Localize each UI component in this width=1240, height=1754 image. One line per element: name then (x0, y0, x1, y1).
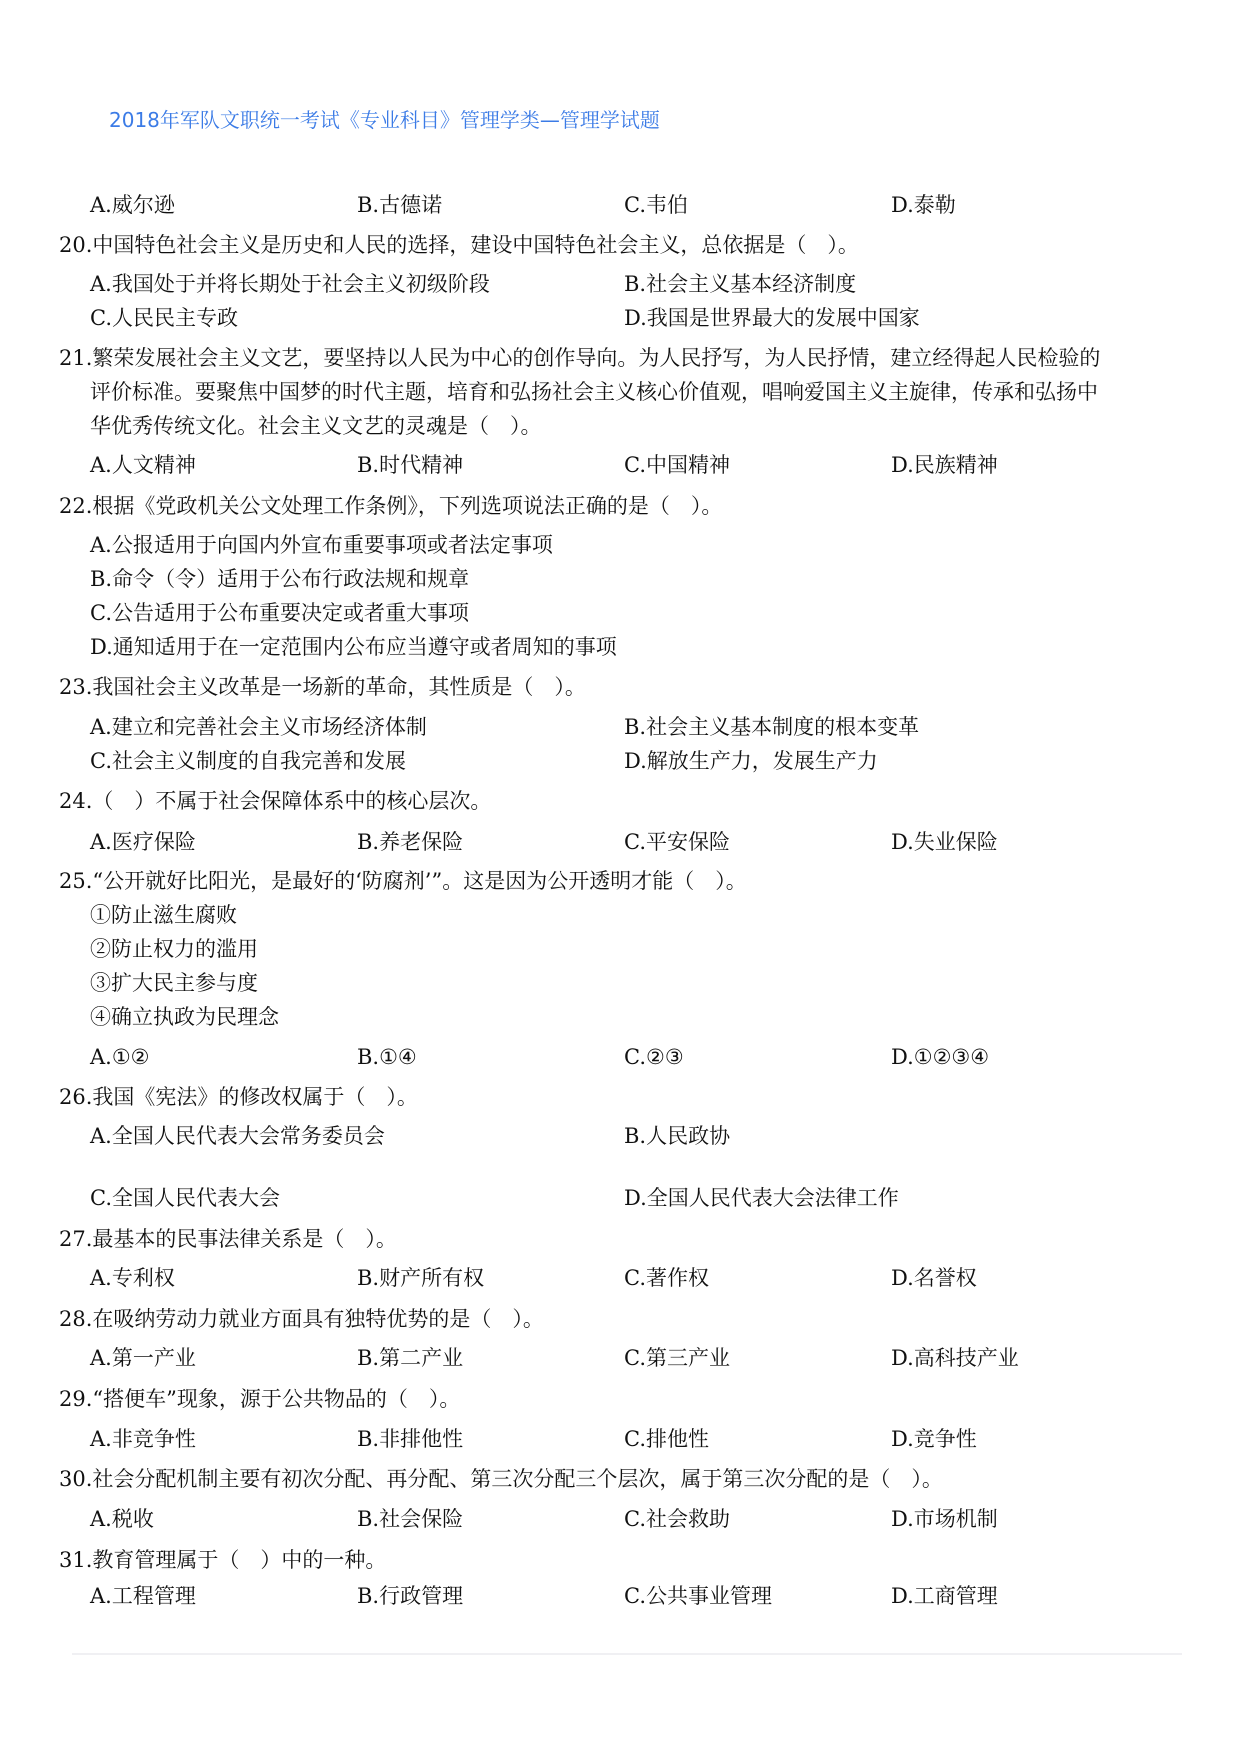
option-a: A.人文精神 (90, 453, 196, 477)
option-a: A.第一产业 (90, 1346, 196, 1370)
statement-1: ①防止滋生腐败 (90, 903, 237, 927)
question-stem: 29.“搭便车”现象，源于公共物品的（ ）。 (59, 1387, 461, 1411)
option-a: A.医疗保险 (90, 830, 196, 854)
option-d: D.市场机制 (891, 1507, 998, 1531)
option-d: D.名誉权 (891, 1266, 977, 1290)
option-c: C.中国精神 (624, 453, 730, 477)
option-a: A.我国处于并将长期处于社会主义初级阶段 (90, 272, 490, 296)
option-d: D.全国人民代表大会法律工作 (624, 1186, 899, 1210)
question-stem: 23.我国社会主义改革是一场新的革命，其性质是（ ）。 (59, 675, 586, 699)
option-a: A.建立和完善社会主义市场经济体制 (90, 715, 427, 739)
question-stem: 24.（ ）不属于社会保障体系中的核心层次。 (59, 789, 492, 813)
option-a: A.非竞争性 (90, 1427, 196, 1451)
option-c: C.人民民主专政 (90, 306, 238, 330)
option-b: B.第二产业 (357, 1346, 464, 1370)
option-a: A.工程管理 (90, 1584, 196, 1608)
option-b: B.养老保险 (357, 830, 464, 854)
document-title: 2018年军队文职统一考试《专业科目》管理学类—管理学试题 (109, 108, 660, 132)
statement-4: ④确立执政为民理念 (90, 1005, 279, 1029)
question-stem-cont: 评价标准。要聚焦中国梦的时代主题，培育和弘扬社会主义核心价值观，唱响爱国主义主旋律，传承和弘扬中 (90, 380, 1098, 404)
option-a: A.专利权 (90, 1266, 175, 1290)
option-d: D.失业保险 (891, 830, 998, 854)
option-c: C.社会救助 (624, 1507, 730, 1531)
option-b: B.社会主义基本经济制度 (624, 272, 857, 296)
option-d: D.高科技产业 (891, 1346, 1019, 1370)
option-c: C.韦伯 (624, 193, 688, 217)
option-c: C.公告适用于公布重要决定或者重大事项 (90, 601, 469, 625)
question-stem-cont: 华优秀传统文化。社会主义文艺的灵魂是（ ）。 (90, 414, 542, 438)
option-c: C.社会主义制度的自我完善和发展 (90, 749, 406, 773)
option-c: C.公共事业管理 (624, 1584, 772, 1608)
option-c: C.著作权 (624, 1266, 709, 1290)
question-stem: 31.教育管理属于（ ）中的一种。 (59, 1548, 387, 1572)
question-stem: 25.“公开就好比阳光，是最好的‘防腐剂’”。这是因为公开透明才能（ ）。 (59, 869, 747, 893)
option-c: C.②③ (624, 1045, 684, 1069)
option-b: B.社会主义基本制度的根本变革 (624, 715, 920, 739)
question-stem: 30.社会分配机制主要有初次分配、再分配、第三次分配三个层次，属于第三次分配的是（ ）。 (59, 1467, 943, 1491)
page-divider (72, 1653, 1182, 1655)
option-c: C.全国人民代表大会 (90, 1186, 280, 1210)
option-a: A.税收 (90, 1507, 154, 1531)
question-stem: 20.中国特色社会主义是历史和人民的选择，建设中国特色社会主义，总依据是（ ）。 (59, 233, 859, 257)
option-d: D.工商管理 (891, 1584, 998, 1608)
option-b: B.人民政协 (624, 1124, 731, 1148)
question-stem: 27.最基本的民事法律关系是（ ）。 (59, 1227, 397, 1251)
option-d: D.竞争性 (891, 1427, 977, 1451)
statement-3: ③扩大民主参与度 (90, 971, 258, 995)
option-d: D.民族精神 (891, 453, 998, 477)
option-d: D.解放生产力，发展生产力 (624, 749, 878, 773)
question-stem: 22.根据《党政机关公文处理工作条例》，下列选项说法正确的是（ ）。 (59, 494, 723, 518)
question-stem: 21.繁荣发展社会主义文艺，要坚持以人民为中心的创作导向。为人民抒写，为人民抒情，建立经得起人民检验的 (59, 346, 1101, 370)
option-c: C.第三产业 (624, 1346, 730, 1370)
option-d: D.①②③④ (891, 1045, 990, 1069)
option-a: A.威尔逊 (90, 193, 175, 217)
option-b: B.财产所有权 (357, 1266, 485, 1290)
option-d: D.通知适用于在一定范围内公布应当遵守或者周知的事项 (90, 635, 617, 659)
option-d: D.泰勒 (891, 193, 956, 217)
question-stem: 26.我国《宪法》的修改权属于（ ）。 (59, 1085, 418, 1109)
statement-2: ②防止权力的滥用 (90, 937, 258, 961)
option-b: B.非排他性 (357, 1427, 464, 1451)
option-b: B.命令（令）适用于公布行政法规和规章 (90, 567, 470, 591)
option-b: B.时代精神 (357, 453, 464, 477)
option-c: C.平安保险 (624, 830, 730, 854)
option-b: B.①④ (357, 1045, 417, 1069)
option-c: C.排他性 (624, 1427, 709, 1451)
option-b: B.古德诺 (357, 193, 443, 217)
option-b: B.行政管理 (357, 1584, 464, 1608)
option-a: A.①② (90, 1045, 150, 1069)
option-a: A.全国人民代表大会常务委员会 (90, 1124, 385, 1148)
option-d: D.我国是世界最大的发展中国家 (624, 306, 920, 330)
option-b: B.社会保险 (357, 1507, 464, 1531)
option-a: A.公报适用于向国内外宣布重要事项或者法定事项 (90, 533, 553, 557)
question-stem: 28.在吸纳劳动力就业方面具有独特优势的是（ ）。 (59, 1307, 544, 1331)
